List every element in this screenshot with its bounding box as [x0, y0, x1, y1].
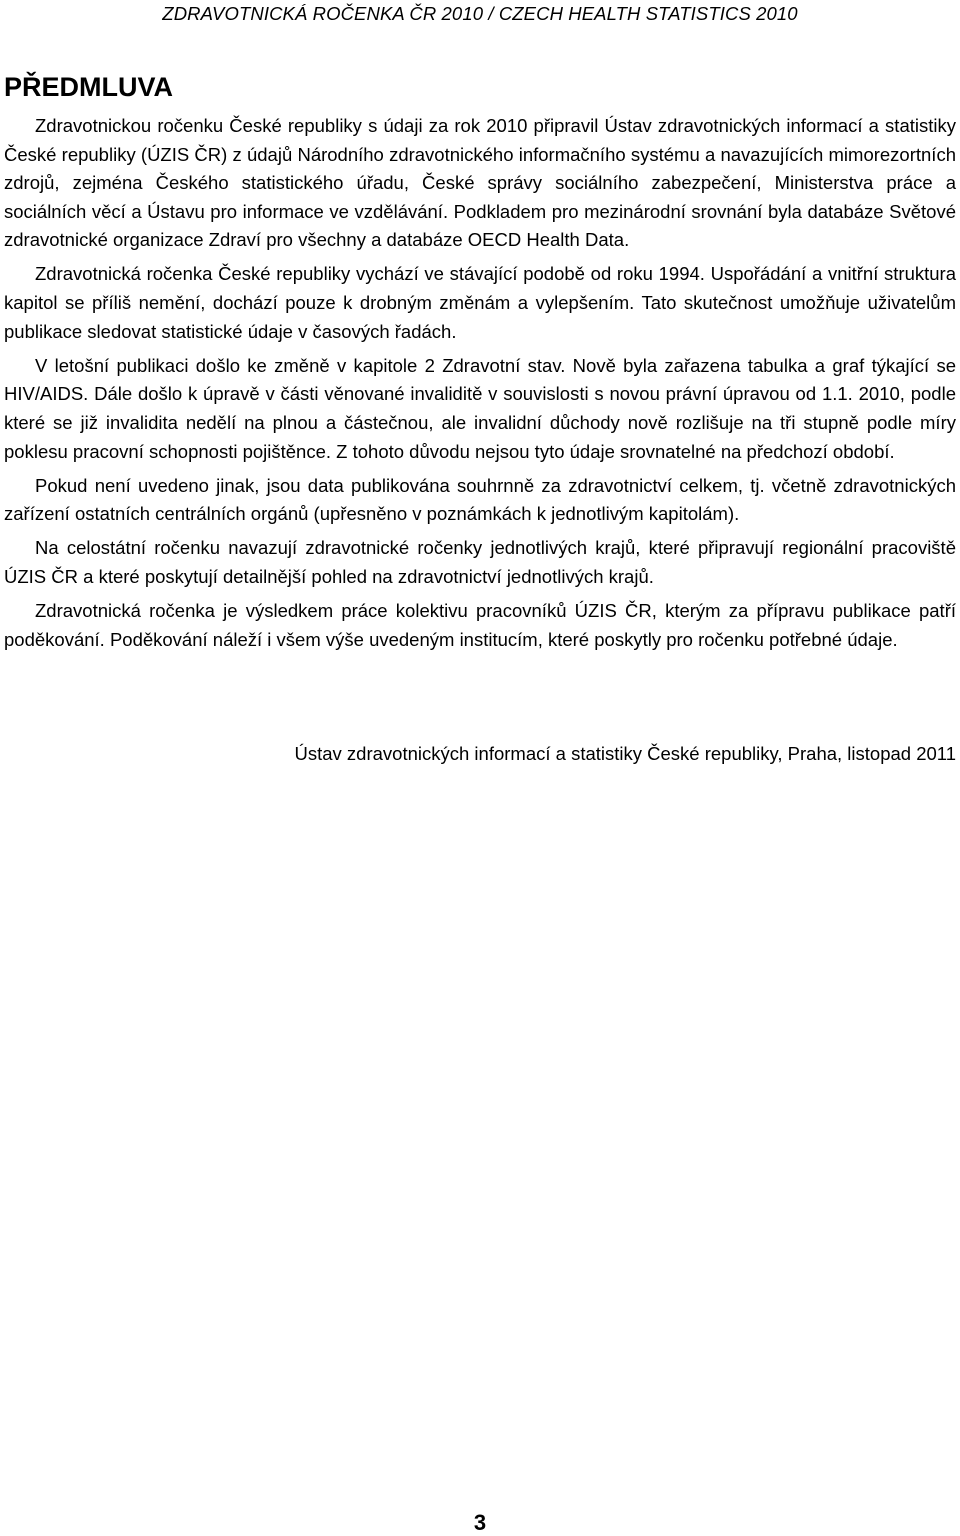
signature-line: Ústav zdravotnických informací a statistiky České republiky, Praha, listopad 2011 — [294, 743, 956, 764]
paragraph-structure: Zdravotnická ročenka České republiky vychází ve stávající podobě od roku 1994. Uspořádání a vnitřní struktura kapitol se příliš nemění, dochází pouze k drobným změnám a vylepšením. Tato skutečnost umožňuje uživatelům publikace sledovat statistické údaje v časových řadách. — [4, 263, 956, 342]
paragraph-acknowledgement: Zdravotnická ročenka je výsledkem práce kolektivu pracovníků ÚZIS ČR, kterým za přípravu publikace patří poděkování. Poděkování náleží i všem výše uvedeným institucím, které poskytly pro ročenku potřebné údaje. — [4, 600, 956, 650]
paragraph-changes: V letošní publikaci došlo ke změně v kapitole 2 Zdravotní stav. Nově byla zařazena tabulka a graf týkající se HIV/AIDS. Dále došlo k úpravě v části věnované invaliditě v souvislosti s novou právní úpravou od 1.1. 2010, podle které se již invalidita nedělí na plnou a částečnou, ale invalidní důchody nově rozlišuje na tři stupně podle míry poklesu pracovní schopnosti pojištěnce. Z tohoto důvodu nejsou tyto údaje srovnatelné na předchozí období. — [4, 354, 956, 462]
paragraph-scope: Pokud není uvedeno jinak, jsou data publikována souhrnně za zdravotnictví celkem, tj. včetně zdravotnických zařízení ostatních centrálních orgánů (upřesněno v poznámkách k jednotlivým kapitolám). — [4, 474, 956, 525]
page-number: 3 — [473, 1510, 487, 1535]
running-header: ZDRAVOTNICKÁ ROČENKA ČR 2010 / CZECH HEALTH STATISTICS 2010 — [162, 3, 798, 24]
paragraph-sources: Zdravotnickou ročenku České republiky s údaji za rok 2010 připravil Ústav zdravotnických informací a statistiky České republiky (ÚZIS ČR) z údajů Národního zdravotnického informačního systému a navazujících mimorezortních zdrojů, zejména Českého statistického úřadu, České správy sociálního zabezpečení, Ministerstva práce a sociálních věcí a Ústavu pro informace ve vzdělávání. Podkladem pro mezinárodní srovnání byla databáze Světové zdravotnické organizace Zdraví pro všechny a databáze OECD Health Data. — [4, 115, 956, 251]
foreword-body — [4, 112, 956, 660]
paragraph-regional: Na celostátní ročenku navazují zdravotnické ročenky jednotlivých krajů, které připravují regionální pracoviště ÚZIS ČR a které poskytují detailnější pohled na zdravotnictví jednotlivých krajů. — [4, 537, 956, 587]
page-title: PŘEDMLUVA — [4, 72, 174, 102]
